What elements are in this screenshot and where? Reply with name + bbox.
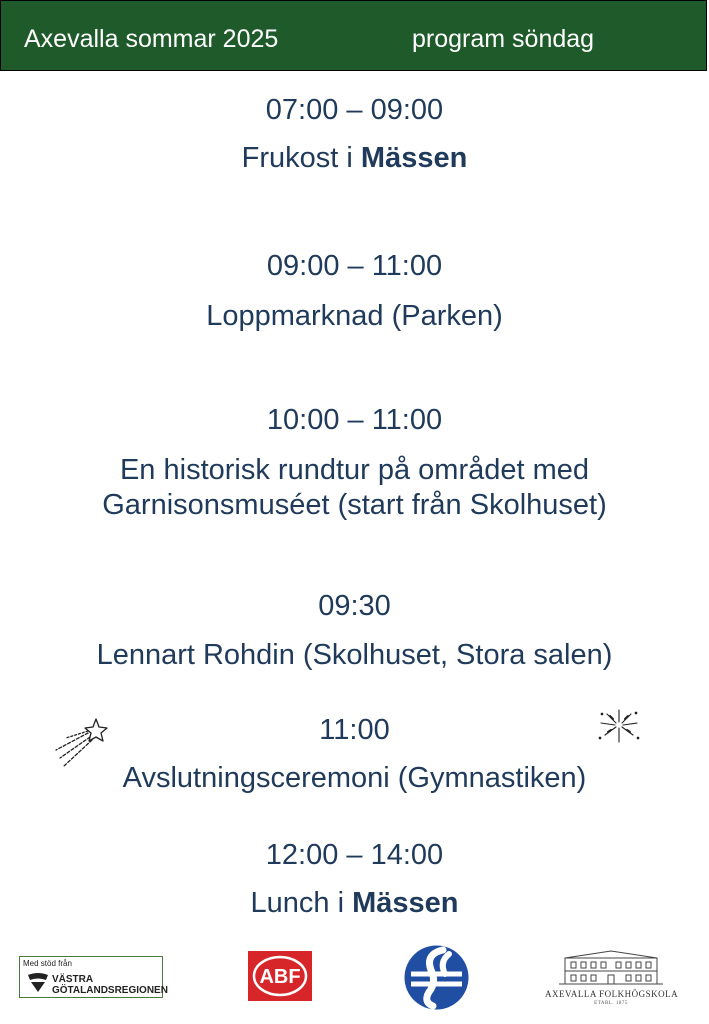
- header-bar: [0, 0, 707, 71]
- vastra-gotalandsregionen-logo: [19, 956, 168, 998]
- schedule-item: [0, 589, 709, 673]
- schedule-item: [0, 249, 709, 334]
- schedule-description-line1: En historisk rundtur på området med: [119, 454, 590, 486]
- vgr-line1: VÄSTRA: [52, 974, 94, 985]
- schedule-description: Lennart Rohdin (Skolhuset, Stora salen): [96, 639, 613, 671]
- schedule-time: 11:00: [319, 714, 390, 746]
- schedule-description-line2: Garnisonsmuséet (start från Skolhuset): [102, 489, 607, 521]
- location-bold: Mässen: [360, 142, 468, 174]
- page-subtitle: program söndag: [412, 25, 595, 53]
- schedule-time: 10:00 – 11:00: [266, 404, 443, 436]
- building-icon: [545, 950, 677, 988]
- vgr-mark-icon: [26, 972, 50, 994]
- vgr-line2: GÖTALANDSREGIONEN: [52, 985, 168, 996]
- folkbildning-logo: [403, 944, 470, 1011]
- schedule-description: Avslutningsceremoni (Gymnastiken): [122, 762, 587, 794]
- shooting-star-icon: [52, 716, 110, 772]
- page-title: Axevalla sommar 2025: [24, 25, 279, 53]
- abf-logo-text: ABF: [259, 966, 301, 988]
- vgr-caption: Med stöd från: [23, 959, 72, 968]
- axevalla-name: AXEVALLA FOLKHÖGSKOLA: [545, 989, 679, 999]
- schedule-time: 07:00 – 09:00: [265, 94, 444, 126]
- schedule-description: Lunch i Mässen: [250, 887, 459, 919]
- location-bold: Mässen: [352, 887, 459, 919]
- axevalla-established: ETABL. 1875: [594, 1001, 628, 1006]
- schedule-time: 09:00 – 11:00: [266, 250, 443, 282]
- schedule-description: Frukost i Mässen: [241, 142, 468, 174]
- schedule-item: [0, 838, 709, 921]
- schedule-description: Loppmarknad (Parken): [206, 300, 503, 332]
- schedule-time: 09:30: [318, 590, 391, 622]
- fireworks-icon: [596, 708, 642, 746]
- schedule-item: [0, 403, 709, 523]
- abf-logo: [248, 951, 312, 1001]
- axevalla-folkhogskola-logo: [545, 950, 677, 1010]
- schedule-item: [0, 93, 709, 176]
- schedule-time: 12:00 – 14:00: [265, 839, 444, 871]
